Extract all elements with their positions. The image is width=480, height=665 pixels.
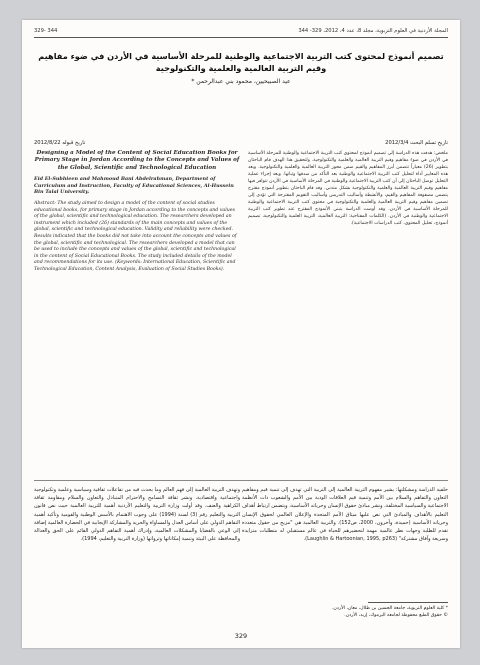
english-title: Designing a Model of the Content of Social Education Books for Primary Stage in Jordan According to the Concepts and Values of the Global, Scientific and Technological Education: [34, 150, 240, 171]
footnotes: [228, 605, 448, 619]
header-page-range: 329- 344: [34, 28, 58, 34]
english-abstract-text: The study aimed to design a model of the content of social studies educational books, for primary stage in Jordan according to the concepts and values of the global, scientific and technological education. The researchers developed an instrument which included (26) standards of the main concepts and values of the global, scientific and technological education. Validity and reliability were checked. Results indicated that the books did not take into account the concepts and values of the global, scientific and technological. The researchers developed a model that can be used to include the concepts and values of the global, scientific and technological in the content of Social Educational Books. The study included details of the model and recommendations for its use. (Keywords: International Education, Scientific and Technological Education, Content Analysis, Evaluation of Social Studies Books).: [34, 201, 237, 272]
running-header: [34, 28, 448, 38]
page-number: 329: [234, 632, 248, 640]
submission-dates: [34, 140, 448, 146]
footnote-affiliation: * كلية العلوم التربوية، جامعة الحسين بن طلال، معان، الأردن.: [331, 606, 448, 611]
article-authors-arabic: عيد الصبيحيين، محمود بني عبدالرحمن *: [191, 78, 291, 85]
article-title-arabic: تصميم أنموذج لمحتوى كتب التربية الاجتماعية والوطنية للمرحلة الأساسية في الأردن في ضوء مفاهيم وقيم التربية العالمية والعلمية والتكنولوجية: [38, 51, 444, 73]
english-authors: Eid El-Subhieen and Mahmoud Bani Abdelrahman, Department of Curriculum and Instruction, Faculty of Educational Sciences, Al-Hussein Bin Talal University.: [34, 176, 234, 196]
abstract-english: [34, 150, 240, 472]
footnote-rule: [368, 602, 448, 603]
abstract-label: Abstract:: [34, 201, 56, 206]
introduction-column-right: خلفية الدراسة ومشكلتها: يشير مفهوم التربية العالمية إلى التربية التي تهدف إلى تنمية قيم ومفاهيم التعاون والتفاهم والسلام بين الأمم وتنمية قيم العلاقات الودية بين الأمم والشعوب ذات الأنظمة الاجتماعية والسياسية المختلفة، ونشر مبادئ حقوق الإنسان وحرياته الأساسية، ويتضمن ارتباط أهداف التعليم بالأهداف والمبادئ التي نص عليها ميثاق الأمم المتحدة والإعلان العالمي لحقوق الإنسان وحرياته الأساسية (حميدة، وآخرون، 2000، ص152). والتربية العالمية هي "مزيج من حقول متعددة تقدم للطلبة وجهات نظر عالمية مهمة لتحضيرهم للحياة في عالم مستقبلي له متطلبات متزايدة وسريعة وآفاق مشتركة" (Laughlin & Hartoonian, 1995, p263).: [242, 487, 448, 543]
introduction-column-left: وتهدف التربية العالمية إلى فهم العالم وما يحدث فيه من تفاعلات ثقافية وسياسية وعلمية وتكنولوجية واجتماعية واقتصادية، ونشر ثقافة التسامح والاحترام المتبادل والتعاون والسلام ومقاومة ثقافة الكراهية والعنف. وقد أولت وزارة التربية والتعليم الأردنية أهمية للتربية العالمية حيث نص قانون التربية والتعليم رقم (3) لسنة (1994) على وجوب الاهتمام بالأسس الوطنية والقومية وتأكيد أهمية التفاهم الدولي على أساس العدل والمساواة والحرية والمشاركة الإيجابية في الحضارة العالمية إضافة إلى الوعي بالقضايا والمشكلات العالمية، وإدراك أهمية التفاهم الدولي القائم على الحق والعدالة والمحافظة على البيئة وتنمية إمكاناتها وثرواتها (وزارة التربية والتعليم، 1994).: [34, 487, 240, 543]
accepted-date: تاريخ قبوله 2012/8/22: [34, 140, 86, 146]
received-date: تاريخ تسلم البحث 2012/3/4: [385, 140, 448, 146]
journal-citation: المجلة الأردنية في العلوم التربوية، مجلد 8، عدد 4، 2012، 329- 344: [298, 28, 448, 34]
journal-page: [22, 20, 460, 648]
abstract-arabic: ملخص: هدفت هذه الدراسة إلى تصميم أنموذج لمحتوى كتب التربية الاجتماعية والوطنية للمرحلة الأساسية في الأردن في ضوء مفاهيم وقيم التربية العالمية والعلمية والتكنولوجية. ولتحقيق هذا الهدف قام الباحثان بتطوير (26) معياراً تتضمن أبرز المفاهيم والقيم ضمن محور التربية العالمية والعلمية والتكنولوجية. وبعد هذه المعايير أداة لتحليل كتب التربية الاجتماعية والوطنية بعد التأكد من صدقها وثباتها. وبعد إجراء عملية التحليل توصل الباحثان إلى أن كتب التربية الاجتماعية والوطنية في المرحلة الأساسية في الأردن تتوافر فيها مفاهيم وقيم التربية العالمية والعلمية والتكنولوجية بشكل متدني. وقد قام الباحثان بتطوير أنموذج مقترح يتضمن مصفوفة المفاهيم والقيم، والأنشطة وأساليب التدريس وأساليب التقويم المقترحة التي تؤدي إلى تضمين مفاهيم وقيم التربية العالمية والعلمية والتكنولوجية في محتوى كتب التربية الاجتماعية والوطنية للمرحلة الأساسية في الأردن. وقد أوصت الدراسة بتبني الأنموذج المقترح عند تطوير كتب التربية الاجتماعية والوطنية في الأردن. (الكلمات المفتاحية: التربية العالمية، التربية العلمية والتكنولوجية، تصميم أنموذج، تحليل المحتوى، كتب الدراسات الاجتماعية).: [248, 151, 448, 226]
footnote-copyright: © حقوق الطبع محفوظة لجامعة اليرموك، إربد، الأردن.: [344, 613, 448, 618]
section-divider: [34, 480, 448, 481]
